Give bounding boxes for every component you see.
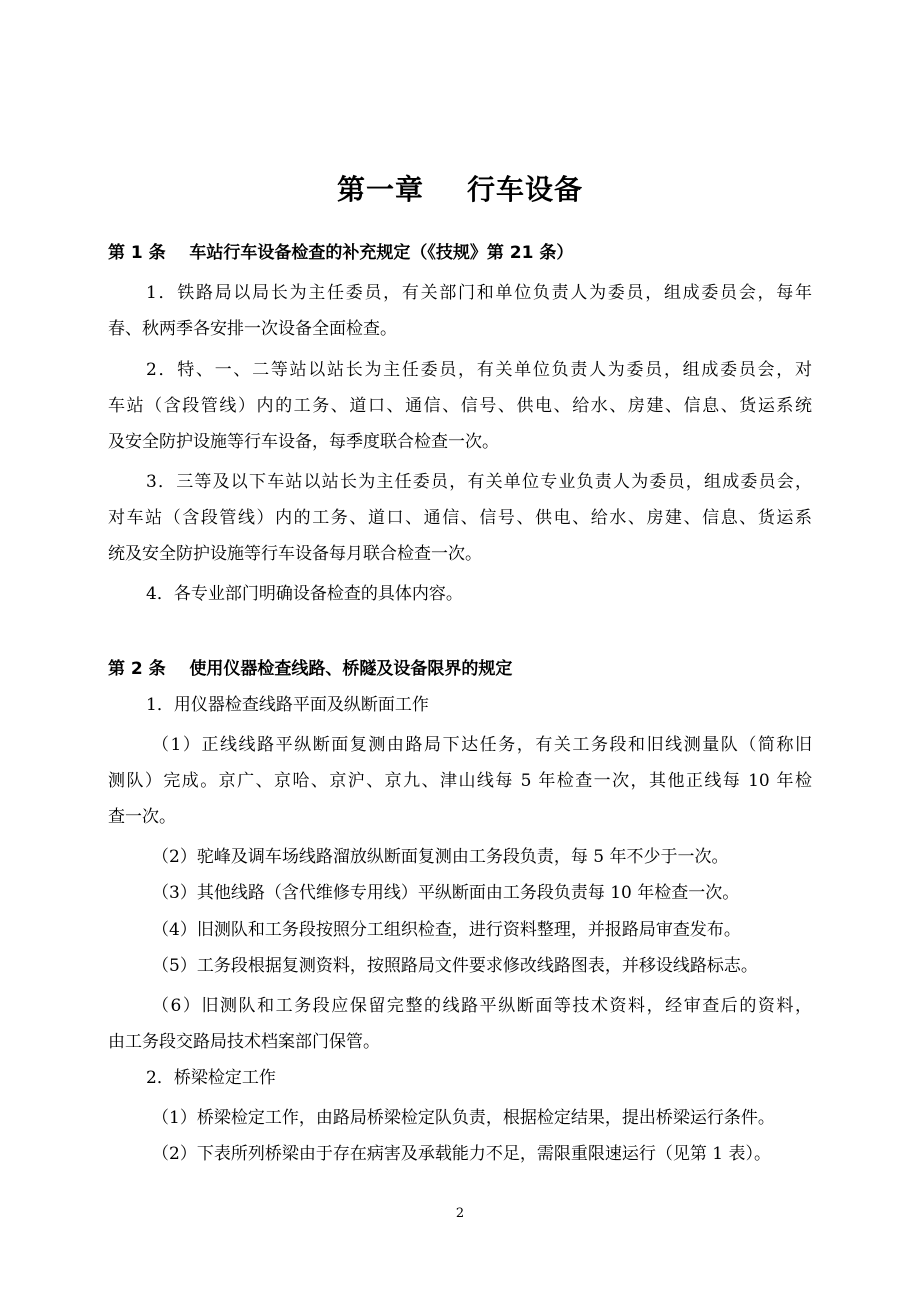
paragraph-line: 车站（含段管线）内的工务、道口、通信、信号、供电、给水、房建、信息、货运系统 xyxy=(108,396,812,416)
paragraph-line: 4．各专业部门明确设备检查的具体内容。 xyxy=(146,584,463,604)
paragraph-line: （1）正线线路平纵断面复测由路局下达任务，有关工务段和旧线测量队（简称旧 xyxy=(152,735,812,755)
paragraph-line: （2）下表所列桥梁由于存在病害及承载能力不足，需限重限速运行（见第 1 表）。 xyxy=(152,1144,771,1164)
paragraph-line: 1．铁路局以局长为主任委员，有关部门和单位负责人为委员，组成委员会，每年 xyxy=(146,283,812,303)
paragraph-line: 由工务段交路局技术档案部门保管。 xyxy=(108,1032,380,1052)
page-number: 2 xyxy=(455,1206,465,1221)
section-heading: 1．用仪器检查线路平面及纵断面工作 xyxy=(146,695,429,715)
paragraph-line: 春、秋两季各安排一次设备全面检查。 xyxy=(108,319,397,339)
paragraph-line: 3．三等及以下车站以站长为主任委员，有关单位专业负责人为委员，组成委员会， xyxy=(146,472,812,492)
paragraph-line: （4）旧测队和工务段按照分工组织检查，进行资料整理，并报路局审查发布。 xyxy=(152,920,741,940)
chapter-title: 第一章 行车设备 xyxy=(337,173,583,206)
paragraph-line: 统及安全防护设施等行车设备每月联合检查一次。 xyxy=(108,544,482,564)
paragraph-line: （1）桥梁检定工作，由路局桥梁检定队负责，根据检定结果，提出桥梁运行条件。 xyxy=(152,1108,775,1128)
paragraph-line: （3）其他线路（含代维修专用线）平纵断面由工务段负责每 10 年检查一次。 xyxy=(152,883,740,903)
paragraph-line: 及安全防护设施等行车设备，每季度联合检查一次。 xyxy=(108,432,499,452)
paragraph-line: （2）驼峰及调车场线路溜放纵断面复测由工务段负责，每 5 年不少于一次。 xyxy=(152,847,729,867)
article-heading: 第 2 条 使用仪器检查线路、桥隧及设备限界的规定 xyxy=(108,659,513,679)
section-heading: 2．桥梁检定工作 xyxy=(146,1068,276,1088)
paragraph-line: 查一次。 xyxy=(108,807,176,827)
paragraph-line: 对车站（含段管线）内的工务、道口、通信、信号、供电、给水、房建、信息、货运系 xyxy=(108,508,812,528)
paragraph-line: 2．特、一、二等站以站长为主任委员，有关单位负责人为委员，组成委员会，对 xyxy=(146,360,812,380)
paragraph-line: 测队）完成。京广、京哈、京沪、京九、津山线每 5 年检查一次，其他正线每 10 年检 xyxy=(108,771,812,791)
paragraph-line: （5）工务段根据复测资料，按照路局文件要求修改线路图表，并移设线路标志。 xyxy=(152,956,758,976)
paragraph-line: （6）旧测队和工务段应保留完整的线路平纵断面等技术资料，经审查后的资料， xyxy=(152,996,812,1016)
article-heading: 第 1 条 车站行车设备检查的补充规定（《技规》第 21 条） xyxy=(108,243,574,263)
